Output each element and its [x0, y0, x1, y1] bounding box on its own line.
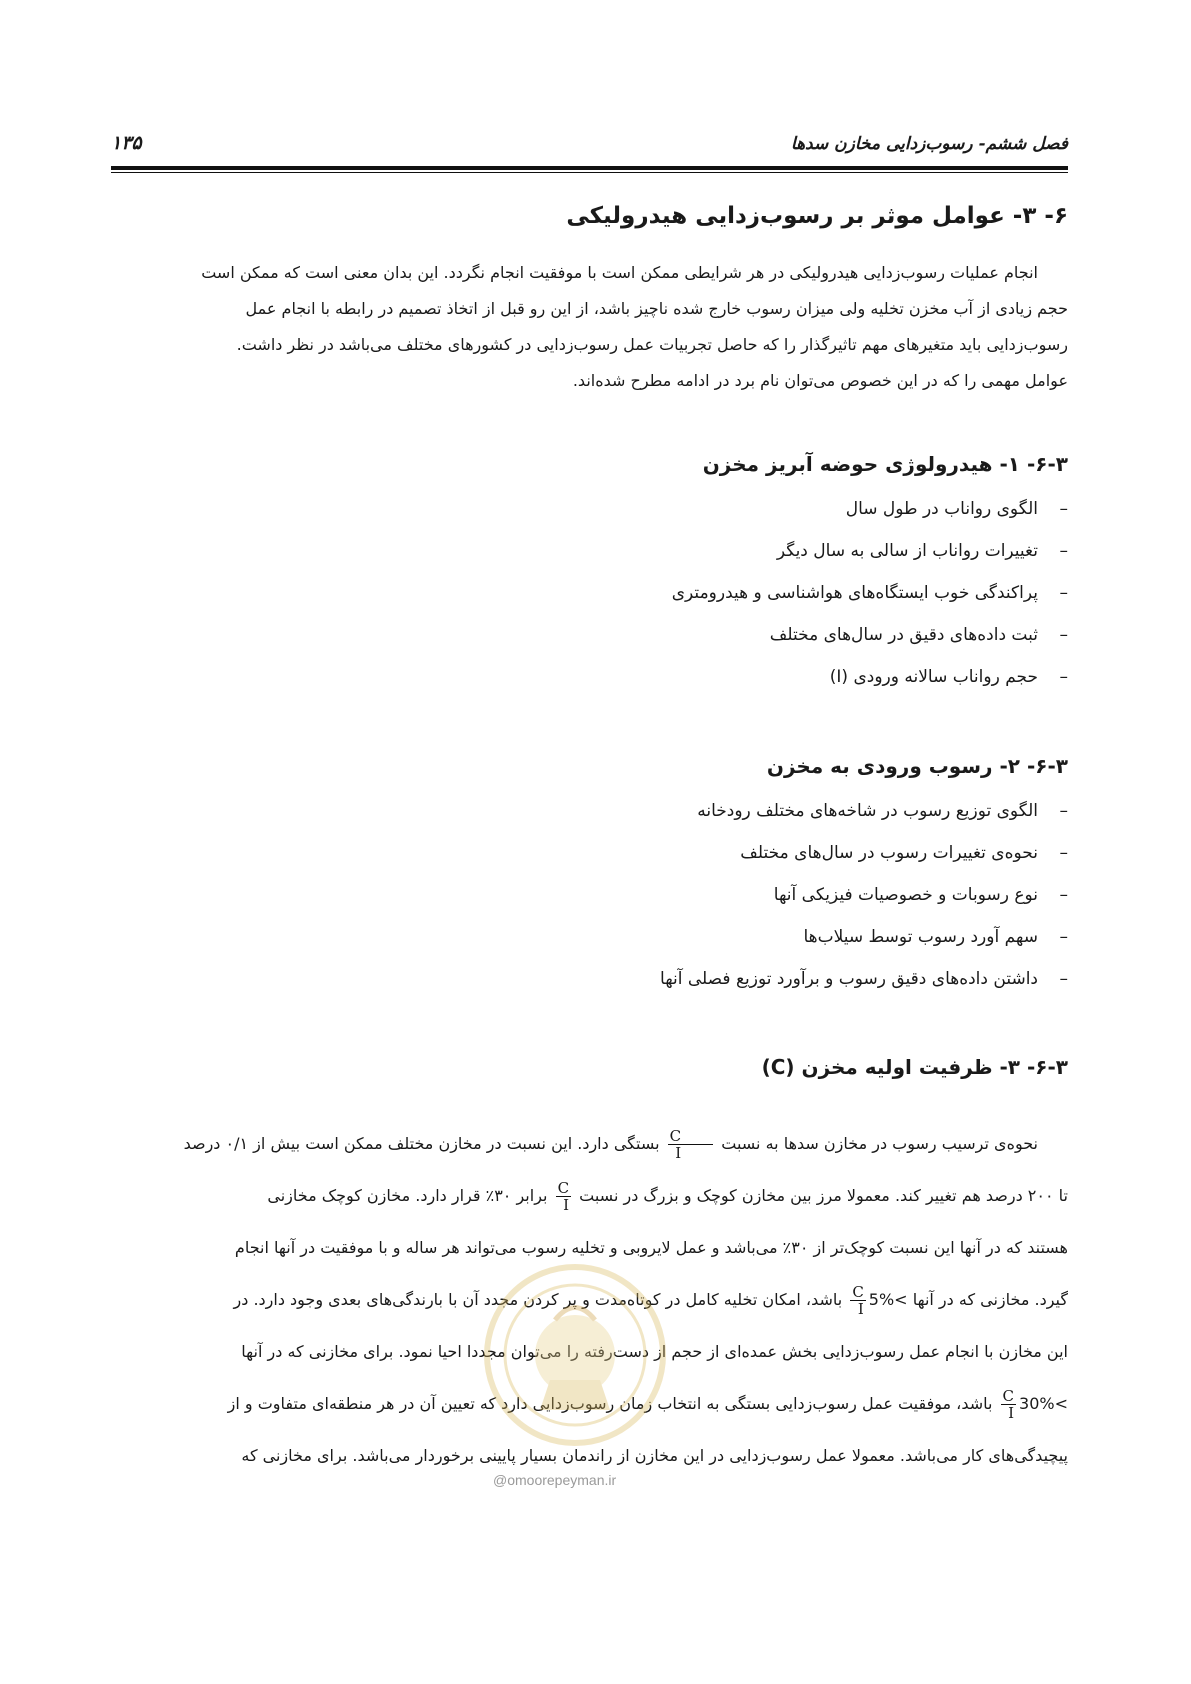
list-item: [111, 874, 1068, 916]
paragraph-line: [111, 1170, 1068, 1222]
list-item-text: سهم آورد رسوب توسط سیلاب‌ها: [803, 927, 1038, 947]
intro-paragraph: [111, 255, 1068, 399]
watermark-text: @omoorepeyman.ir: [493, 1472, 617, 1488]
dash-bullet-icon: –: [1059, 969, 1068, 989]
list-item: [111, 958, 1068, 1000]
paragraph-line: حجم زیادی از آب مخزن تخلیه ولی میزان رسوب خارج شده ناچیز باشد، از این رو قبل از اتخاذ تصمیم در رابطه با انجام عمل: [245, 299, 1068, 318]
list-item: [111, 614, 1068, 656]
chapter-title: فصل ششم- رسوب‌زدایی مخازن سدها: [790, 134, 1068, 154]
list-item-text: نوع رسوبات و خصوصیات فیزیکی آنها: [773, 885, 1038, 905]
header-rule-thick: [111, 166, 1068, 170]
list-item-text: الگوی رواناب در طول سال: [845, 499, 1038, 519]
dash-bullet-icon: –: [1059, 885, 1068, 905]
dash-bullet-icon: –: [1059, 541, 1068, 561]
text-run: باشد، امکان تخلیه کامل در کوتاه‌مدت و پر کردن مجدد آن با بارندگی‌های بعدی وجود دارد. در: [233, 1290, 843, 1309]
c-over-i-fraction: [1001, 1388, 1016, 1421]
hydrology-list: [111, 488, 1068, 698]
list-item-text: ثبت داده‌های دقیق در سال‌های مختلف: [769, 625, 1038, 645]
c-over-i-fraction: [850, 1284, 865, 1317]
list-item: [111, 790, 1068, 832]
text-run: نحوه‌ی ترسیب رسوب در مخازن سدها به نسبت: [721, 1134, 1038, 1153]
list-item: [111, 832, 1068, 874]
list-item: [111, 530, 1068, 572]
dash-bullet-icon: –: [1059, 801, 1068, 821]
text-run: تا ۲۰۰ درصد هم تغییر کند. معمولا مرز بین مخازن کوچک و بزرگ در نسبت: [579, 1186, 1068, 1205]
list-item-text: الگوی توزیع رسوب در شاخه‌های مختلف رودخانه: [697, 801, 1038, 821]
list-item-text: پراکندگی خوب ایستگاه‌های هواشناسی و هیدرومتری: [671, 583, 1038, 603]
page-number: ۱۳۵: [111, 132, 142, 154]
fraction-numerator: C: [557, 1179, 570, 1197]
sediment-list: [111, 790, 1068, 1000]
c-over-i-fraction: [668, 1128, 713, 1161]
dash-bullet-icon: –: [1059, 625, 1068, 645]
subsection-title-initial-capacity: ۶-۳- ۳- ظرفیت اولیه مخزن (C): [761, 1055, 1068, 1079]
list-item: [111, 572, 1068, 614]
fraction-denominator: I: [1008, 1404, 1015, 1422]
c-over-i-fraction: [556, 1180, 571, 1213]
paragraph-line: این مخازن با انجام عمل رسوب‌زدایی بخش عمده‌ای از حجم از دست‌رفته را می‌توان مجددا احیا نمود. برای مخازنی که در آنها: [241, 1342, 1068, 1361]
text-run: باشد، موفقیت عمل رسوب‌زدایی بستگی به انتخاب زمان رسوب‌زدایی دارد که تعیین آن در هر منطقه‌ای متفاوت و از: [227, 1394, 993, 1413]
page-header: [111, 130, 1068, 166]
list-item: [111, 488, 1068, 530]
list-item-text: داشتن داده‌های دقیق رسوب و برآورد توزیع فصلی آنها: [660, 969, 1038, 989]
dash-bullet-icon: –: [1059, 583, 1068, 603]
paragraph-line: رسوب‌زدایی باید متغیرهای مهم تاثیرگذار را که حاصل تجربیات عمل رسوب‌زدایی در کشورهای مختلف می‌باشد در نظر داشت.: [236, 335, 1068, 354]
paragraph-line: [111, 1118, 1068, 1170]
paragraph-line: پیچیدگی‌های کار می‌باشد. معمولا عمل رسوب‌زدایی در این مخازن از راندمان بسیار پایینی برخوردار می‌باشد. برای مخازنی که: [241, 1446, 1068, 1465]
list-item-text: تغییرات رواناب از سالی به سال دیگر: [776, 541, 1038, 561]
text-run: برابر ۳۰٪ قرار دارد. مخازن کوچک مخازنی: [267, 1186, 548, 1205]
fraction-denominator: I: [675, 1144, 682, 1162]
fraction-numerator: C: [852, 1283, 864, 1301]
list-item-text: نحوه‌ی تغییرات رسوب در سال‌های مختلف: [740, 843, 1038, 863]
list-item-text: حجم رواناب سالانه ورودی (I): [829, 667, 1038, 687]
paragraph-line: عوامل مهمی را که در این خصوص می‌توان نام برد در ادامه مطرح شده‌اند.: [572, 371, 1068, 390]
dash-bullet-icon: –: [1059, 499, 1068, 519]
inequality-text: 30%<: [1019, 1394, 1068, 1413]
subsection-title-hydrology: ۶-۳- ۱- هیدرولوژی حوضه آبریز مخزن: [702, 452, 1068, 476]
fraction-denominator: I: [857, 1300, 864, 1318]
dash-bullet-icon: –: [1059, 667, 1068, 687]
text-run: بستگی دارد. این نسبت در مخازن مختلف ممکن است بیش از ۰/۱ درصد: [183, 1134, 660, 1153]
section-title: ۶- ۳- عوامل موثر بر رسوب‌زدایی هیدرولیکی: [566, 203, 1068, 229]
header-rule-thin: [111, 172, 1068, 173]
subsection-title-sediment-inflow: ۶-۳- ۲- رسوب ورودی به مخزن: [766, 754, 1068, 778]
dash-bullet-icon: –: [1059, 843, 1068, 863]
watermark-logo-icon: [480, 1260, 670, 1450]
list-item: [111, 656, 1068, 698]
list-item: [111, 916, 1068, 958]
text-run: گیرد. مخازنی که در آنها: [912, 1290, 1068, 1309]
paragraph-line: هستند که در آنها این نسبت کوچک‌تر از ۳۰٪ می‌باشد و عمل لایروبی و تخلیه رسوب می‌تواند هر ساله و با موفقیت در آنها انجام: [234, 1238, 1068, 1257]
dash-bullet-icon: –: [1059, 927, 1068, 947]
ratio-inequality: [998, 1378, 1068, 1430]
inequality-text: 5%<: [868, 1290, 908, 1309]
fraction-numerator: C: [1002, 1387, 1015, 1405]
paragraph-line: انجام عملیات رسوب‌زدایی هیدرولیکی در هر شرایطی ممکن است با موفقیت انجام نگردد. این بدان معنی است که ممکن است: [201, 263, 1038, 282]
fraction-numerator: C: [668, 1128, 713, 1145]
fraction-denominator: I: [563, 1196, 570, 1214]
ratio-inequality: [847, 1274, 907, 1326]
